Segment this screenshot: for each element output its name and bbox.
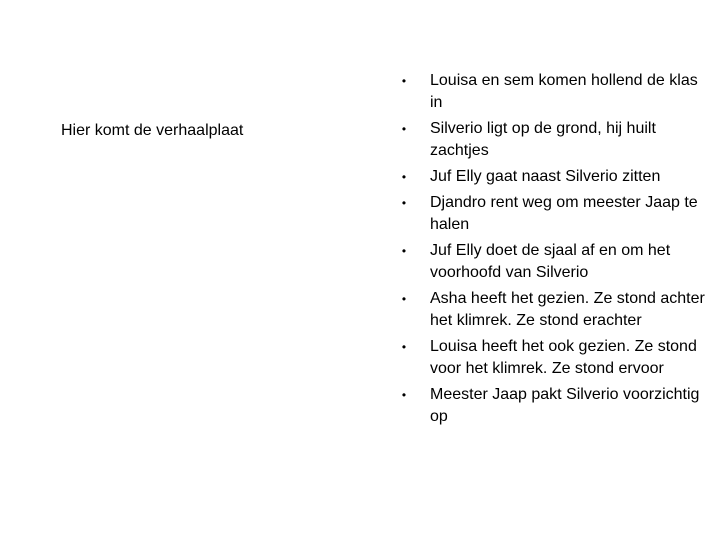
bullet-text: Meester Jaap pakt Silverio voorzichtig op	[430, 386, 700, 425]
list-item	[398, 118, 708, 162]
bullet-icon: •	[401, 244, 407, 258]
bullet-icon: •	[401, 292, 407, 306]
story-bullet-list	[398, 70, 708, 432]
bullet-text: Asha heeft het gezien. Ze stond achter het klimrek. Ze stond erachter	[430, 290, 705, 329]
list-item	[398, 240, 708, 284]
list-item	[398, 384, 708, 428]
bullet-icon: •	[401, 340, 407, 354]
bullet-text: Silverio ligt op de grond, hij huilt zachtjes	[430, 120, 656, 159]
list-item	[398, 70, 708, 114]
bullet-icon: •	[401, 388, 407, 402]
bullet-text: Louisa heeft het ook gezien. Ze stond voor het klimrek. Ze stond ervoor	[430, 338, 697, 377]
bullet-text: Juf Elly doet de sjaal af en om het voorhoofd van Silverio	[430, 242, 671, 281]
bullet-icon: •	[401, 170, 407, 184]
bullet-icon: •	[401, 122, 407, 136]
bullet-icon: •	[401, 196, 407, 210]
list-item	[398, 192, 708, 236]
list-item	[398, 166, 708, 188]
bullet-text: Juf Elly gaat naast Silverio zitten	[430, 168, 661, 185]
story-image-placeholder: Hier komt de verhaalplaat	[61, 122, 244, 139]
bullet-text: Louisa en sem komen hollend de klas in	[430, 72, 698, 111]
bullet-text: Djandro rent weg om meester Jaap te halen	[430, 194, 698, 233]
bullet-icon: •	[401, 74, 407, 88]
list-item	[398, 336, 708, 380]
list-item	[398, 288, 708, 332]
